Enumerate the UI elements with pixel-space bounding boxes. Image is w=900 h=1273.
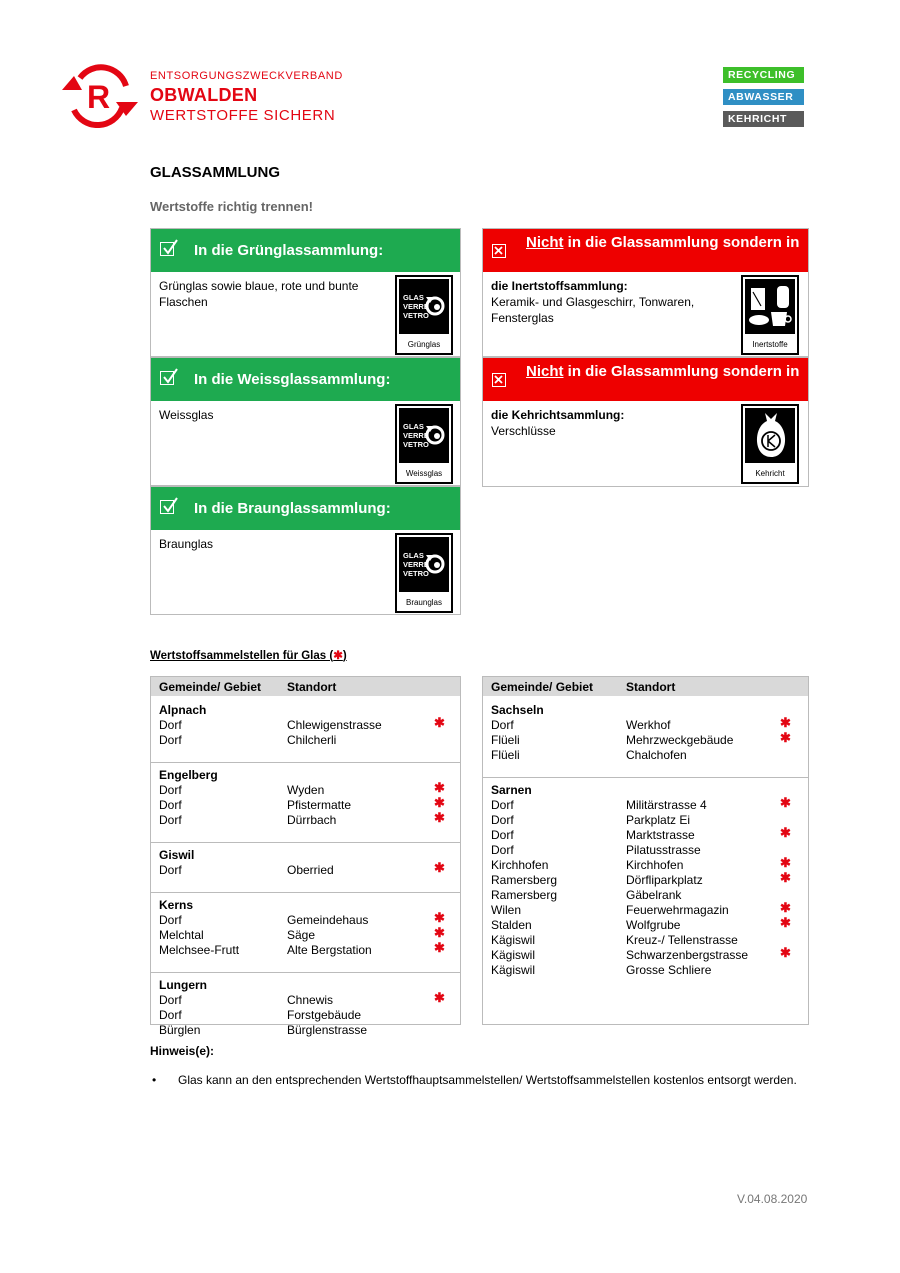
area-cell: Wilen xyxy=(491,903,522,917)
star-icon: ✱ xyxy=(434,925,445,940)
star-icon: ✱ xyxy=(780,945,791,960)
table-row xyxy=(151,795,460,813)
place-cell: Marktstrasse xyxy=(626,828,695,842)
group-name: Sachseln xyxy=(491,703,544,717)
box-header xyxy=(483,229,808,272)
section-title: Wertstoffsammelstellen für Glas (✱) xyxy=(150,650,347,662)
box-heading: Nicht in die Glassammlung sondern in xyxy=(526,363,800,380)
area-cell: Melchsee-Frutt xyxy=(159,943,240,957)
collection-table-left xyxy=(150,676,461,1037)
badge-label: Grünglas xyxy=(407,340,441,349)
box-body: die Inertstoffsammlung: Keramik- und Glasgeschirr, Tonwaren, Fensterglas xyxy=(491,279,695,325)
star-icon: ✱ xyxy=(780,870,791,885)
area-cell: Stalden xyxy=(491,918,532,932)
nicht-emphasis: Nicht xyxy=(526,234,564,251)
table-group xyxy=(483,697,808,778)
box-header xyxy=(151,358,460,401)
bullet-icon: • xyxy=(152,1073,157,1087)
table-row xyxy=(151,733,460,748)
page-subtitle: Wertstoffe richtig trennen! xyxy=(150,199,313,214)
box-inertstoffe xyxy=(482,228,809,357)
collection-table-right xyxy=(482,676,809,1025)
glas-badge xyxy=(395,275,453,355)
org-line-1: ENTSORGUNGSZWECKVERBAND xyxy=(150,70,343,82)
place-cell: Wolfgrube xyxy=(626,918,681,932)
table-row xyxy=(151,715,460,733)
area-cell: Dorf xyxy=(159,993,182,1007)
area-cell: Dorf xyxy=(159,733,182,747)
table-row xyxy=(483,888,808,903)
glas-badge xyxy=(395,533,453,613)
place-cell: Dörfliparkplatz xyxy=(626,873,703,887)
place-cell: Militärstrasse 4 xyxy=(626,798,707,812)
area-cell: Dorf xyxy=(159,798,182,812)
area-cell: Dorf xyxy=(159,783,182,797)
badge-label: Inertstoffe xyxy=(752,340,788,349)
table-row xyxy=(151,1008,460,1023)
box-body: Braunglas xyxy=(159,537,214,551)
group-name: Lungern xyxy=(159,978,207,992)
box-body: Weissglas xyxy=(159,408,214,422)
table-row xyxy=(483,843,808,858)
box-heading: In die Grünglassammlung: xyxy=(194,242,384,259)
org-line-3: WERTSTOFFE SICHERN xyxy=(150,107,336,124)
box-heading: In die Braunglassammlung: xyxy=(194,500,391,517)
table-row xyxy=(483,825,808,843)
place-cell: Kreuz-/ Tellenstrasse xyxy=(626,933,738,947)
box-braunglas xyxy=(150,486,461,615)
place-cell: Mehrzweckgebäude xyxy=(626,733,734,747)
place-cell: Wyden xyxy=(287,783,325,797)
table-row xyxy=(151,860,460,878)
star-icon: ✱ xyxy=(780,825,791,840)
place-cell: Werkhof xyxy=(626,718,671,732)
area-cell: Kirchhofen xyxy=(491,858,549,872)
area-cell: Dorf xyxy=(491,813,514,827)
place-cell: Säge xyxy=(287,928,316,942)
box-heading: In die Weissglassammlung: xyxy=(194,371,391,388)
checkbox-icon xyxy=(160,242,174,256)
svg-text:R: R xyxy=(87,79,111,115)
nicht-emphasis: Nicht xyxy=(526,363,564,380)
area-cell: Dorf xyxy=(159,913,182,927)
area-cell: Flüeli xyxy=(491,733,520,747)
inertstoffe-badge xyxy=(741,275,799,355)
group-name: Alpnach xyxy=(159,703,207,717)
star-icon: ✱ xyxy=(434,910,445,925)
area-cell: Kägiswil xyxy=(491,963,536,977)
star-icon: ✱ xyxy=(434,795,445,810)
box-header xyxy=(151,487,460,530)
area-cell: Kägiswil xyxy=(491,933,536,947)
table-row xyxy=(483,813,808,828)
table-header: Gemeinde/ Gebiet Standort xyxy=(151,677,460,696)
area-cell: Dorf xyxy=(491,843,514,857)
place-cell: Chilcherli xyxy=(287,733,337,747)
table-row xyxy=(483,945,808,963)
area-cell: Bürglen xyxy=(159,1023,201,1037)
table-row xyxy=(151,910,460,928)
table-row xyxy=(483,870,808,888)
glas-symbol-icon: GLAS VERRE VETRO xyxy=(399,279,449,334)
star-icon: ✱ xyxy=(333,650,343,662)
table-row xyxy=(483,900,808,918)
table-row xyxy=(151,780,460,798)
star-icon: ✱ xyxy=(434,715,445,730)
table-row xyxy=(483,748,808,763)
area-cell: Dorf xyxy=(159,718,182,732)
place-cell: Pfistermatte xyxy=(287,798,352,812)
box-heading: Nicht in die Glassammlung sondern in xyxy=(526,234,800,251)
place-cell: Chalchofen xyxy=(626,748,687,762)
table-group xyxy=(151,762,460,843)
box-header xyxy=(151,229,460,272)
glas-symbol-icon: GLAS VERRE VETRO xyxy=(399,408,449,463)
table-group xyxy=(151,697,460,763)
star-icon: ✱ xyxy=(780,715,791,730)
table-row xyxy=(483,795,808,813)
star-icon: ✱ xyxy=(434,780,445,795)
area-cell: Ramersberg xyxy=(491,888,558,902)
group-name: Giswil xyxy=(159,848,195,862)
place-cell: Parkplatz Ei xyxy=(626,813,691,827)
badge-label: Braunglas xyxy=(405,598,443,607)
area-cell: Dorf xyxy=(491,718,514,732)
table-row xyxy=(483,855,808,873)
box-body: die Kehrichtsammlung: Verschlüsse xyxy=(491,408,625,438)
star-icon: ✱ xyxy=(434,990,445,1005)
place-cell: Chlewigenstrasse xyxy=(287,718,382,732)
group-name: Engelberg xyxy=(159,768,218,782)
org-line-2: OBWALDEN xyxy=(150,85,258,105)
category-kehricht: KEHRICHT xyxy=(723,111,804,127)
place-cell: Gemeindehaus xyxy=(287,913,369,927)
place-cell: Chnewis xyxy=(287,993,334,1007)
star-icon: ✱ xyxy=(434,810,445,825)
place-cell: Oberried xyxy=(287,863,334,877)
glas-symbol-icon: GLAS VERRE VETRO xyxy=(399,537,449,592)
group-name: Sarnen xyxy=(491,783,532,797)
checkbox-icon xyxy=(160,371,174,385)
table-group xyxy=(151,842,460,893)
place-cell: Bürglenstrasse xyxy=(287,1023,368,1037)
table-row xyxy=(483,933,808,948)
place-cell: Dürrbach xyxy=(287,813,337,827)
area-cell: Dorf xyxy=(491,828,514,842)
area-cell: Dorf xyxy=(491,798,514,812)
place-cell: Kirchhofen xyxy=(626,858,684,872)
table-row xyxy=(483,715,808,733)
star-icon: ✱ xyxy=(780,730,791,745)
table-group xyxy=(151,972,460,1052)
table-row xyxy=(151,810,460,828)
star-icon: ✱ xyxy=(434,860,445,875)
star-icon: ✱ xyxy=(780,855,791,870)
version-label: V.04.08.2020 xyxy=(737,1192,808,1206)
category-abwasser: ABWASSER xyxy=(723,89,804,105)
place-cell: Feuerwehrmagazin xyxy=(626,903,729,917)
box-weissglas xyxy=(150,357,461,486)
area-cell: Ramersberg xyxy=(491,873,558,887)
kehricht-badge xyxy=(741,404,799,484)
place-cell: Schwarzenbergstrasse xyxy=(626,948,749,962)
area-cell: Flüeli xyxy=(491,748,520,762)
table-group xyxy=(151,892,460,973)
area-cell: Melchtal xyxy=(159,928,204,942)
box-kehricht xyxy=(482,357,809,487)
table-row xyxy=(483,730,808,748)
glas-badge xyxy=(395,404,453,484)
area-cell: Kägiswil xyxy=(491,948,536,962)
table-row xyxy=(151,925,460,943)
trash-bag-icon xyxy=(745,408,795,463)
table-row xyxy=(151,990,460,1008)
cross-box-icon xyxy=(492,373,506,387)
notes-title: Hinweis(e): xyxy=(150,1044,215,1058)
star-icon: ✱ xyxy=(780,900,791,915)
place-cell: Alte Bergstation xyxy=(287,943,372,957)
badge-label: Weissglas xyxy=(405,469,443,478)
group-name: Kerns xyxy=(159,898,194,912)
star-icon: ✱ xyxy=(780,915,791,930)
box-gruenglas xyxy=(150,228,461,357)
checkbox-icon xyxy=(160,500,174,514)
place-cell: Gäbelrank xyxy=(626,888,682,902)
box-header xyxy=(483,358,808,401)
category-recycling: RECYCLING xyxy=(723,67,804,83)
table-row xyxy=(151,1023,460,1038)
table-row xyxy=(483,963,808,978)
table-row xyxy=(483,915,808,933)
place-cell: Grosse Schliere xyxy=(626,963,712,977)
note-item: Glas kann an den entsprechenden Wertstoffhauptsammelstellen/ Wertstoffsammelstellen kostenlos entsorgt werden. xyxy=(178,1073,797,1087)
star-icon: ✱ xyxy=(434,940,445,955)
area-cell: Dorf xyxy=(159,1008,182,1022)
place-cell: Pilatusstrasse xyxy=(626,843,701,857)
ceramics-icon xyxy=(745,279,795,334)
cross-box-icon xyxy=(492,244,506,258)
badge-label: Kehricht xyxy=(755,469,785,478)
area-cell: Dorf xyxy=(159,863,182,877)
table-row xyxy=(151,940,460,958)
place-cell: Forstgebäude xyxy=(287,1008,362,1022)
box-body: Grünglas sowie blaue, rote und bunte Flaschen xyxy=(159,279,359,309)
obwalden-logo-icon xyxy=(60,64,140,128)
star-icon: ✱ xyxy=(780,795,791,810)
table-header: Gemeinde/ Gebiet Standort xyxy=(483,677,808,696)
area-cell: Dorf xyxy=(159,813,182,827)
table-group xyxy=(483,777,808,992)
page-title: GLASSAMMLUNG xyxy=(150,164,280,181)
